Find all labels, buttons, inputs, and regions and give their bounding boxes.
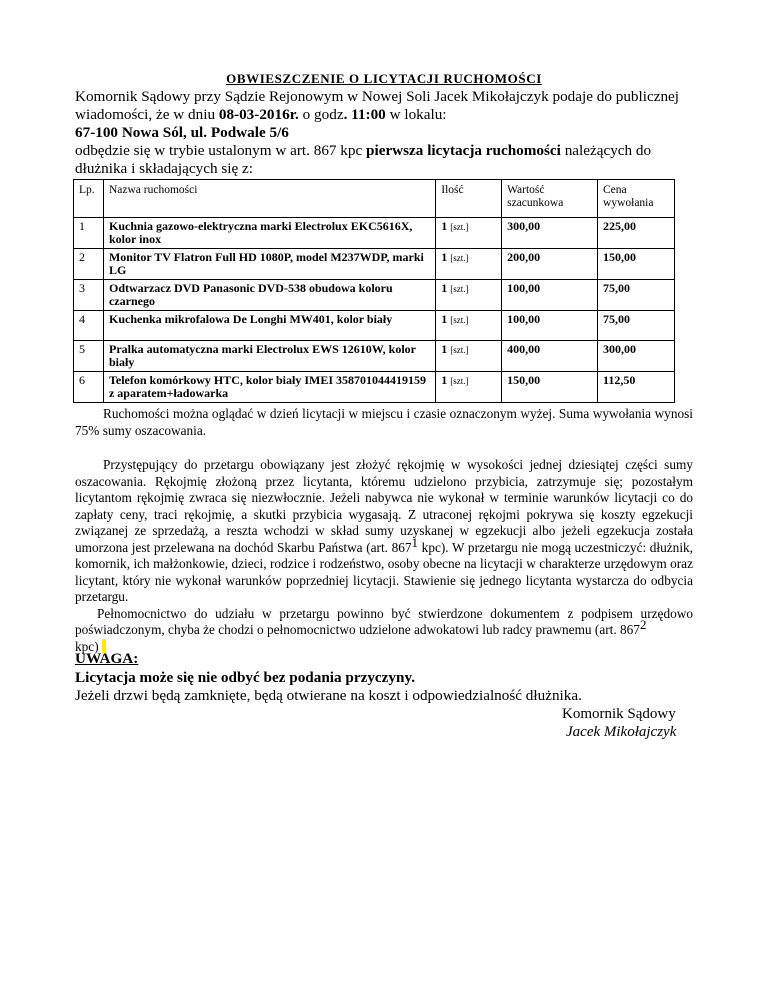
cell-qty [436, 280, 502, 311]
cell-price: 150,00 [598, 249, 675, 280]
cell-name: Kuchenka mikrofalowa De Longhi MW401, kolor biały [103, 311, 435, 341]
table-header-row [74, 180, 675, 218]
cell-qty [436, 372, 502, 403]
cell-name: Pralka automatyczna marki Electrolux EWS 12610W, kolor biały [103, 341, 435, 372]
qty-unit: [szt.] [450, 222, 469, 232]
intro-text-2: o godz [298, 106, 344, 123]
deposit-text-a: Przystępujący do przetargu obowiązany jest złożyć rękojmię w wysokości jednej dziesiątej części sumy oszacowania. Rękojmię złożoną przez licytanta, któremu udzielono przybicia, zatrzymuje się; pozostałym licytantom rękojmię zwraca się niezwłocznie. Jeżeli nabywca nie wykonał w terminie warunków licytacji co do zapłaty ceny, traci rękojmię, a skutki przybicia wygasają. Z utraconej rękojmi pokrywa się koszty egzekucji związanej ze sprzedażą, a reszta wchodzi w skład sumy uzyskanej w egzekucji albo jeżeli egzekucja została umorzona jest przelewana na dochód Skarbu Państwa (art. 867 [75, 457, 693, 555]
cell-value: 200,00 [502, 249, 598, 280]
deposit-text-b: kpc). W przetargu nie mogą uczestniczyć: dłużnik, komornik, ich małżonkowie, dzieci, rodzice i rodzeństwo, osoby obecne na licytacji w charakterze urzędowym oraz licytant, który nie wykonał warunków poprzedniej licytacji. Stawienie się jednego licytanta wystarcza do odbycia przetargu. [75, 539, 693, 604]
proxy-text-b: kpc) [75, 638, 99, 654]
cell-lp: 5 [74, 341, 104, 372]
signature-block [560, 705, 720, 741]
header-qty: Ilość [436, 180, 502, 218]
notice-line-1: Licytacja może się nie odbyć bez podania przyczyny. [75, 668, 415, 686]
table-row [74, 311, 675, 341]
qty-value: 1 [441, 250, 448, 264]
viewing-paragraph: Ruchomości można oglądać w dzień licytacji w miejscu i czasie oznaczonym wyżej. Suma wywołania wynosi 75% sumy oszacowania. [75, 406, 693, 438]
auction-time: . 11:00 [343, 106, 386, 123]
header-value: Wartość szacunkowa [502, 180, 598, 218]
cell-lp: 6 [74, 372, 104, 403]
intro-text-4: odbędzie się w trybie ustalonym w art. 867 kpc [75, 142, 367, 159]
qty-unit: [szt.] [450, 253, 469, 263]
table-row [74, 341, 675, 372]
table-row [74, 280, 675, 311]
cell-price: 112,50 [598, 372, 675, 403]
table-row [74, 249, 675, 280]
qty-unit: [szt.] [450, 345, 469, 355]
cell-price: 75,00 [598, 280, 675, 311]
notice-heading: UWAGA: [75, 650, 139, 667]
cell-name: Monitor TV Flatron Full HD 1080P, model M237WDP, marki LG [103, 249, 435, 280]
signature-role: Komornik Sądowy [562, 706, 676, 722]
deposit-paragraph [75, 457, 693, 606]
qty-value: 1 [441, 373, 448, 387]
notice-section [75, 650, 715, 706]
cell-price: 225,00 [598, 218, 675, 249]
cell-value: 300,00 [502, 218, 598, 249]
table-row [74, 372, 675, 403]
proxy-text-a: Pełnomocnictwo do udziału w przetargu powinno być stwierdzone dokumentem z podpisem urzędowo poświadczonym, chyba że chodzi o pełnomocnictwo udzielone adwokatowi lub radcy prawnemu (art. 867 [75, 605, 693, 637]
cell-qty [436, 249, 502, 280]
auction-type: pierwsza licytacja ruchomości [366, 142, 561, 159]
superscript-2: 2 [639, 617, 647, 632]
header-name: Nazwa ruchomości [103, 180, 435, 218]
cell-price: 75,00 [598, 311, 675, 341]
header-lp: Lp. [74, 180, 104, 218]
header-price: Cena wywołania [598, 180, 675, 218]
cell-name: Kuchnia gazowo-elektryczna marki Electrolux EKC5616X, kolor inox [103, 218, 435, 249]
qty-value: 1 [441, 281, 448, 295]
qty-unit: [szt.] [450, 376, 469, 386]
intro-text-3: w lokalu: [385, 106, 447, 123]
qty-value: 1 [441, 312, 448, 326]
intro-paragraph [75, 88, 705, 178]
intro-text-5: należących do dłużnika i składających się z: [75, 142, 652, 177]
qty-unit: [szt.] [450, 315, 469, 325]
cell-lp: 2 [74, 249, 104, 280]
auction-address: 67-100 Nowa Sól, ul. Podwale 5/6 [75, 124, 289, 141]
items-table [73, 179, 675, 403]
superscript-1: 1 [411, 534, 419, 550]
cell-qty [436, 218, 502, 249]
qty-value: 1 [441, 219, 448, 233]
cell-name: Odtwarzacz DVD Panasonic DVD-538 obudowa koloru czarnego [103, 280, 435, 311]
cell-value: 400,00 [502, 341, 598, 372]
notice-line-2: Jeżeli drzwi będą zamknięte, będą otwierane na koszt i odpowiedzialność dłużnika. [75, 687, 582, 704]
cell-qty [436, 311, 502, 341]
proxy-paragraph [75, 606, 693, 656]
auction-date: 08-03-2016r. [218, 106, 299, 123]
signature-name: Jacek Mikołajczyk [566, 724, 677, 740]
intro-text-1: Komornik Sądowy przy Sądzie Rejonowym w Nowej Soli Jacek Mikołajczyk podaje do publicznej wiadomości, że w dniu [75, 88, 679, 123]
cell-lp: 1 [74, 218, 104, 249]
qty-unit: [szt.] [450, 284, 469, 294]
conditions-section [75, 457, 693, 655]
cell-value: 100,00 [502, 280, 598, 311]
cell-lp: 4 [74, 311, 104, 341]
qty-value: 1 [441, 342, 448, 356]
cell-name: Telefon komórkowy HTC, kolor biały IMEI 358701044419159 z aparatem+ładowarka [103, 372, 435, 403]
cell-value: 150,00 [502, 372, 598, 403]
cell-qty [436, 341, 502, 372]
cell-value: 100,00 [502, 311, 598, 341]
cell-price: 300,00 [598, 341, 675, 372]
table-row [74, 218, 675, 249]
cell-lp: 3 [74, 280, 104, 311]
document-title: OBWIESZCZENIE O LICYTACJI RUCHOMOŚCI [226, 71, 542, 86]
